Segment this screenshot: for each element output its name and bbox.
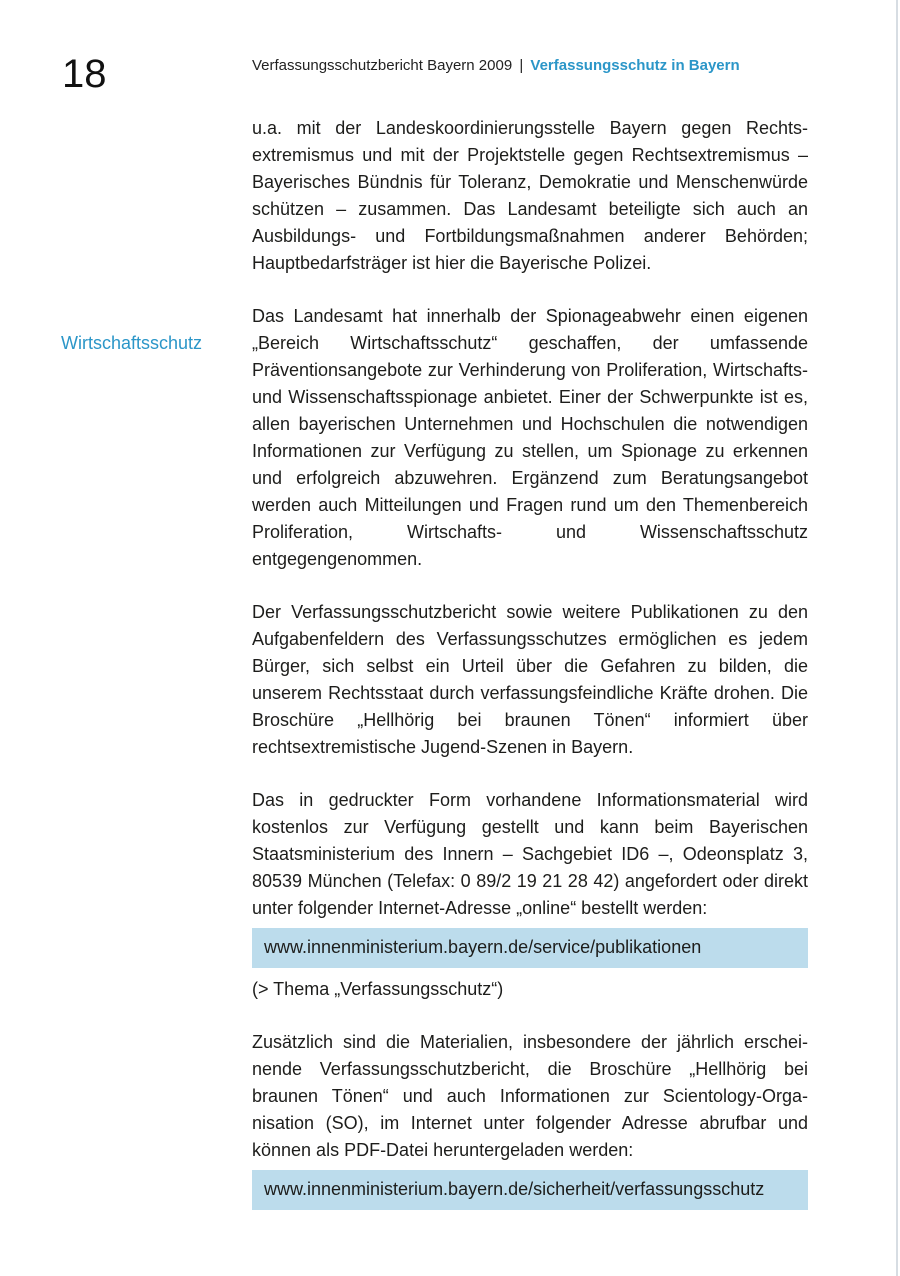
page-edge-line xyxy=(896,0,898,1276)
header-section: Verfassungsschutz in Bayern xyxy=(530,57,740,74)
paragraph-publications: Der Verfassungsschutzbericht sowie weitere Publikationen zu den Aufgabenfeldern des Verfassungsschutzes ermöglichen es jedem Bürger, sich selbst ein Urteil über die Gefahren zu bilden, die unserem Rechtsstaat durch verfassungsfeindliche Kräfte drohen. Die Broschüre „Hellhörig bei braunen Tönen“ informiert über rechtsextremistische Jugend-Szenen in Bayern. xyxy=(252,602,808,757)
running-header xyxy=(252,56,740,76)
paragraph-ordering: Das in gedruckter Form vorhandene Informationsmaterial wird kostenlos zur Verfügung gestellt und kann beim Bayerischen Staatsministerium des Innern – Sachgebiet ID6 –, Odeonsplatz 3, 80539 München (Telefax: 0 89/2 19 21 28 42) angefordert oder direkt unter folgender Internet-Adresse „online“ bestellt werden: xyxy=(252,790,808,918)
paragraph-downloads: Zusätzlich sind die Materialien, insbesondere der jährlich erscheinende Verfassungsschutzbericht, die Broschüre „Hellhörig bei braunen Tönen“ und auch Informationen zur Scientology-Organisation (SO), im Internet unter folgender Adresse abrufbar und können als PDF-Datei heruntergeladen werden: xyxy=(252,1032,808,1160)
url-verfassungsschutz[interactable]: www.innenministerium.bayern.de/sicherheit/verfassungsschutz xyxy=(252,1170,808,1210)
header-title: Verfassungsschutzbericht Bayern 2009 xyxy=(252,57,513,74)
topic-note: (> Thema „Verfassungsschutz“) xyxy=(252,979,504,999)
url-publications[interactable]: www.innenministerium.bayern.de/service/publikationen xyxy=(252,928,808,968)
header-separator: | xyxy=(519,57,524,74)
margin-note-wirtschaftsschutz: Wirtschaftsschutz xyxy=(61,333,203,353)
main-text xyxy=(252,115,808,1218)
paragraph-wirtschaftsschutz: Das Landesamt hat innerhalb der Spionageabwehr einen eigenen „Bereich Wirtschaftsschutz“ geschaffen, der umfassende Präventionsangebote zur Verhinderung von Proliferation, Wirtschafts- und Wissenschaftsspionage anbietet. Einer der Schwerpunkte ist es, allen bayerischen Unternehmen und Hochschulen die notwendigen Informationen zur Verfügung zu stellen, um Spionage zu erkennen und erfolgreich abzuwehren. Ergänzend zum Beratungsangebot werden auch Mitteilungen und Fragen rund um den Themenbereich Proliferation, Wirtschafts- und Wissenschaftsschutz entgegengenommen. xyxy=(252,306,808,569)
page-number: 18 xyxy=(62,52,107,96)
paragraph-cooperation: u.a. mit der Landeskoordinierungsstelle Bayern gegen Rechtsextremismus und mit der Projektstelle gegen Rechtsextremismus – Bayerisches Bündnis für Toleranz, Demokratie und Menschenwürde schützen – zusammen. Das Landesamt beteiligte sich auch an Ausbildungs- und Fortbildungsmaßnahmen anderer Behörden; Hauptbedarfsträger ist hier die Bayerische Polizei. xyxy=(252,118,808,273)
